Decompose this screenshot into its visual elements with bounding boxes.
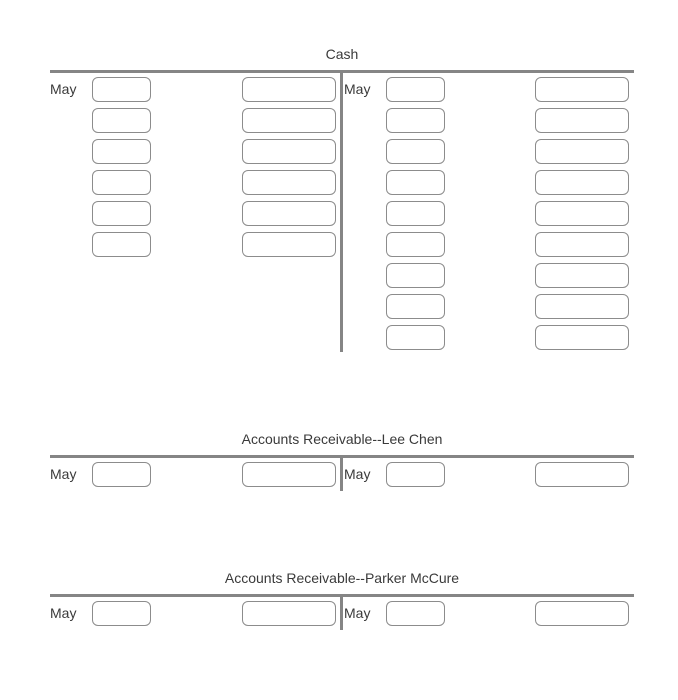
cash-credit-amount-input[interactable] bbox=[535, 325, 629, 350]
accounts-receivable-lee-chen-center-rule bbox=[340, 455, 343, 491]
cash-debit-amount-input[interactable] bbox=[242, 232, 336, 257]
cash-credit-amount-input[interactable] bbox=[535, 139, 629, 164]
cash-debit-amount-input[interactable] bbox=[242, 108, 336, 133]
cash-credit-date-input[interactable] bbox=[386, 263, 445, 288]
accounts-receivable-parker-mccure-debit-month-label: May bbox=[50, 605, 77, 621]
cash-credit-date-input[interactable] bbox=[386, 232, 445, 257]
cash-credit-amount-input[interactable] bbox=[535, 263, 629, 288]
cash-debit-date-input[interactable] bbox=[92, 232, 151, 257]
cash-credit-amount-input[interactable] bbox=[535, 232, 629, 257]
accounts-receivable-parker-mccure-center-rule bbox=[340, 594, 343, 630]
accounts-receivable-lee-chen-credit-month-label: May bbox=[344, 466, 371, 482]
accounts-receivable-parker-mccure-credit-month-label: May bbox=[344, 605, 371, 621]
cash-debit-amount-input[interactable] bbox=[242, 77, 336, 102]
cash-credit-date-input[interactable] bbox=[386, 108, 445, 133]
cash-credit-date-input[interactable] bbox=[386, 294, 445, 319]
cash-center-rule bbox=[340, 70, 343, 352]
cash-debit-amount-input[interactable] bbox=[242, 170, 336, 195]
cash-credit-date-input[interactable] bbox=[386, 170, 445, 195]
accounts-receivable-parker-mccure-debit-date-input[interactable] bbox=[92, 601, 151, 626]
accounts-receivable-lee-chen-debit-date-input[interactable] bbox=[92, 462, 151, 487]
cash-credit-amount-input[interactable] bbox=[535, 170, 629, 195]
cash-debit-date-input[interactable] bbox=[92, 108, 151, 133]
cash-credit-date-input[interactable] bbox=[386, 77, 445, 102]
accounts-receivable-parker-mccure-credit-date-input[interactable] bbox=[386, 601, 445, 626]
cash-credit-amount-input[interactable] bbox=[535, 201, 629, 226]
cash-credit-date-input[interactable] bbox=[386, 139, 445, 164]
accounts-receivable-lee-chen-credit-date-input[interactable] bbox=[386, 462, 445, 487]
cash-credit-month-label: May bbox=[344, 81, 371, 97]
cash-debit-amount-input[interactable] bbox=[242, 201, 336, 226]
cash-debit-month-label: May bbox=[50, 81, 77, 97]
cash-credit-amount-input[interactable] bbox=[535, 108, 629, 133]
cash-debit-date-input[interactable] bbox=[92, 170, 151, 195]
cash-debit-date-input[interactable] bbox=[92, 201, 151, 226]
accounts-receivable-lee-chen-debit-month-label: May bbox=[50, 466, 77, 482]
accounts-receivable-parker-mccure-debit-amount-input[interactable] bbox=[242, 601, 336, 626]
accounts-receivable-parker-mccure-title: Accounts Receivable--Parker McCure bbox=[224, 570, 460, 586]
accounts-receivable-lee-chen-credit-amount-input[interactable] bbox=[535, 462, 629, 487]
cash-credit-amount-input[interactable] bbox=[535, 77, 629, 102]
cash-credit-amount-input[interactable] bbox=[535, 294, 629, 319]
accounts-receivable-parker-mccure-credit-amount-input[interactable] bbox=[535, 601, 629, 626]
cash-credit-date-input[interactable] bbox=[386, 325, 445, 350]
cash-debit-amount-input[interactable] bbox=[242, 139, 336, 164]
accounts-receivable-lee-chen-debit-amount-input[interactable] bbox=[242, 462, 336, 487]
cash-debit-date-input[interactable] bbox=[92, 77, 151, 102]
accounts-receivable-lee-chen-title: Accounts Receivable--Lee Chen bbox=[241, 431, 443, 447]
cash-title: Cash bbox=[325, 46, 359, 62]
cash-debit-date-input[interactable] bbox=[92, 139, 151, 164]
cash-credit-date-input[interactable] bbox=[386, 201, 445, 226]
